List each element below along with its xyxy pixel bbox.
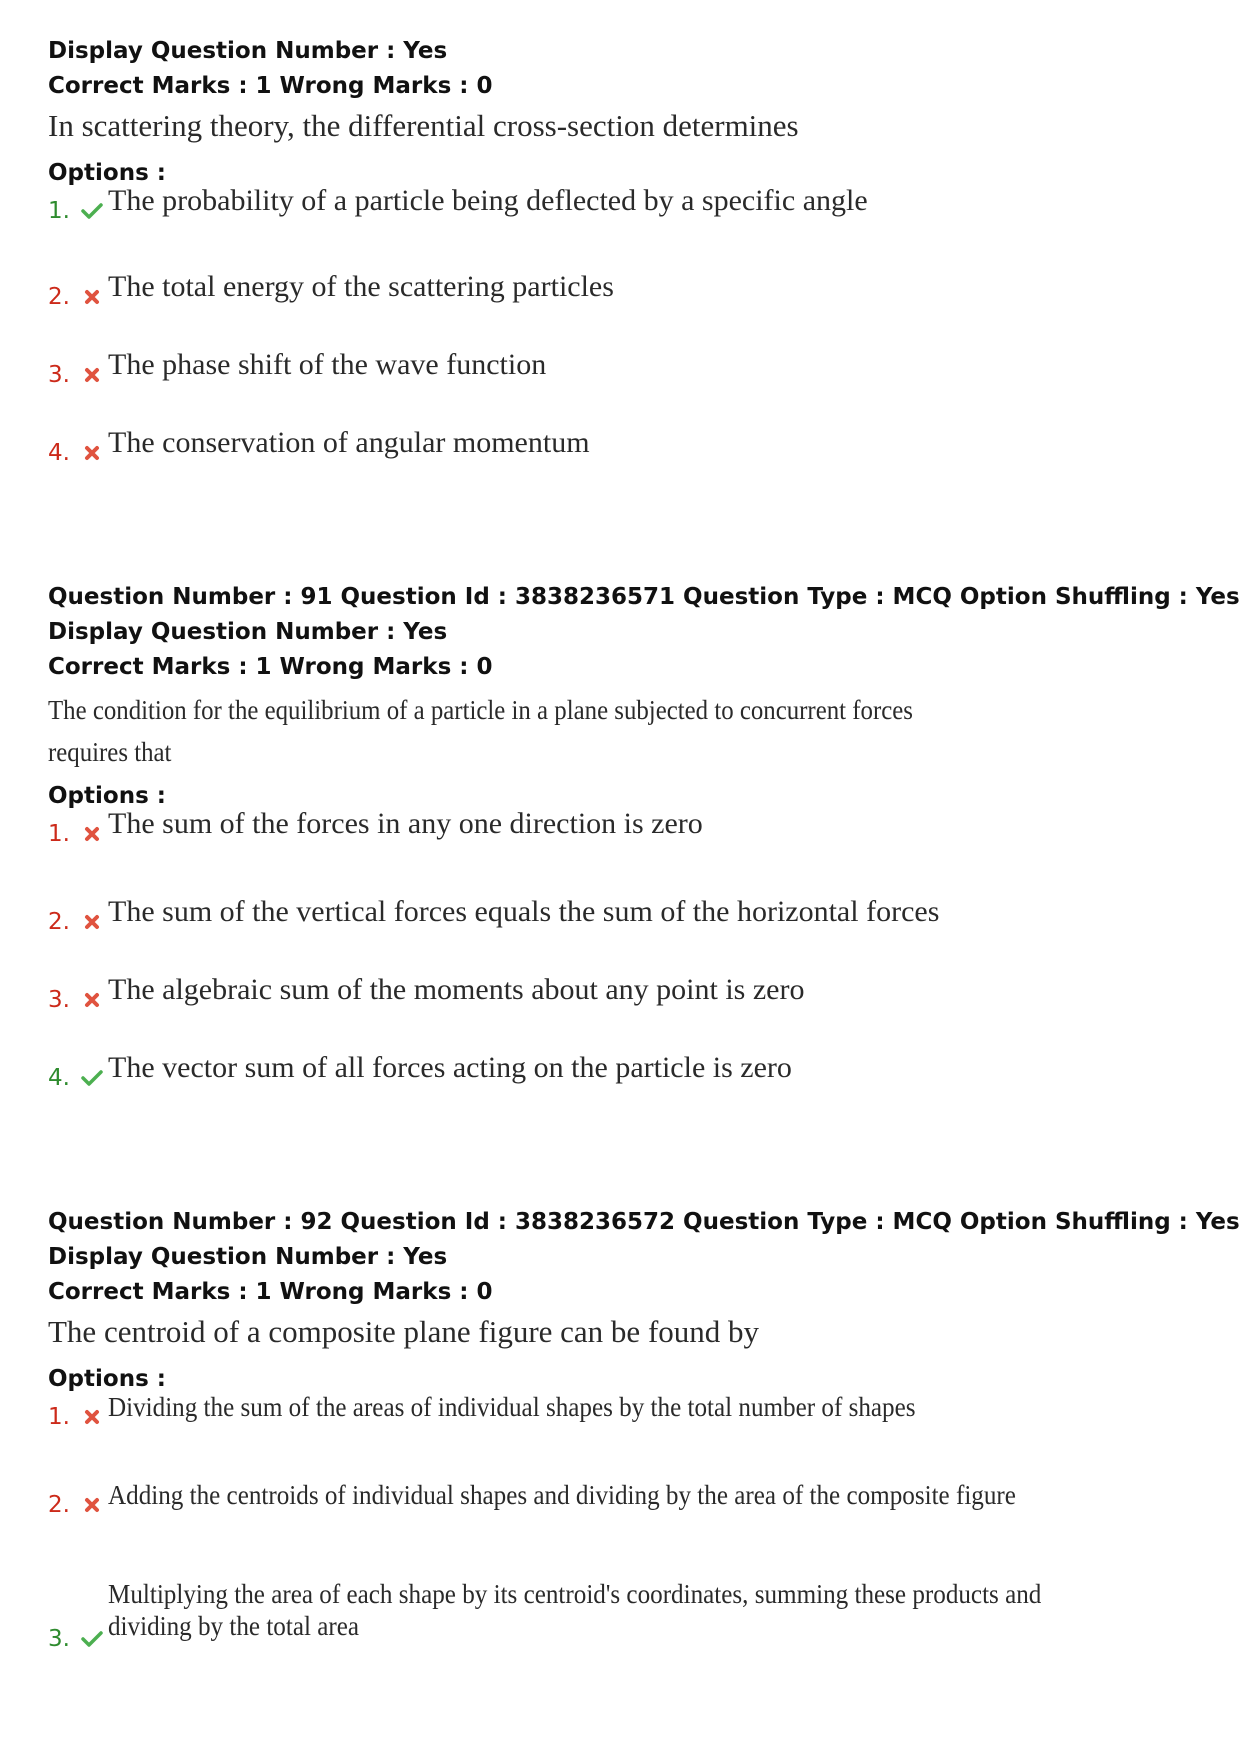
option-1 bbox=[48, 1392, 1198, 1486]
question-header: Question Number : 92 Question Id : 3838236572 Question Type : MCQ Option Shuffling : Yes bbox=[48, 1209, 1240, 1235]
check-icon bbox=[76, 1063, 108, 1093]
option-number: 2. bbox=[48, 1492, 70, 1518]
option-number: 4. bbox=[48, 1065, 70, 1091]
question-block-92 bbox=[48, 1205, 1240, 1654]
question-block-91 bbox=[48, 580, 1240, 1137]
check-icon bbox=[76, 196, 108, 226]
option-4 bbox=[48, 426, 1198, 512]
cross-icon bbox=[76, 282, 108, 312]
question-text: In scattering theory, the differential cross-section determines bbox=[48, 108, 799, 143]
option-text: The sum of the vertical forces equals the sum of the horizontal forces bbox=[108, 895, 940, 928]
option-number: 2. bbox=[48, 909, 70, 935]
cross-icon bbox=[76, 907, 108, 937]
option-number: 3. bbox=[48, 362, 70, 388]
cross-icon bbox=[76, 360, 108, 390]
option-2 bbox=[48, 895, 1198, 981]
option-number: 2. bbox=[48, 284, 70, 310]
option-text: The sum of the forces in any one direction is zero bbox=[108, 807, 703, 840]
question-header: Question Number : 91 Question Id : 3838236571 Question Type : MCQ Option Shuffling : Yes bbox=[48, 584, 1240, 610]
option-number: 3. bbox=[48, 1626, 70, 1652]
options-label: Options : bbox=[48, 1366, 166, 1392]
option-number: 1. bbox=[48, 198, 70, 224]
option-text: Adding the centroids of individual shapes and dividing by the area of the composite figure bbox=[108, 1480, 1016, 1510]
option-1 bbox=[48, 184, 1198, 278]
option-number: 4. bbox=[48, 440, 70, 466]
option-text: The total energy of the scattering particles bbox=[108, 270, 614, 303]
option-text: The phase shift of the wave function bbox=[108, 348, 547, 381]
question-text bbox=[48, 689, 968, 773]
option-number: 1. bbox=[48, 821, 70, 847]
option-number: 3. bbox=[48, 987, 70, 1013]
question-text-line-2: requires that bbox=[48, 737, 172, 767]
cross-icon bbox=[76, 438, 108, 468]
option-text-line-2: dividing by the total area bbox=[108, 1611, 360, 1641]
option-3 bbox=[48, 1574, 1198, 1654]
option-text: The probability of a particle being deflected by a specific angle bbox=[108, 184, 868, 217]
marks-info: Correct Marks : 1 Wrong Marks : 0 bbox=[48, 654, 493, 680]
question-text-line-1: The condition for the equilibrium of a particle in a plane subjected to concurrent forces bbox=[48, 695, 913, 725]
option-text: The vector sum of all forces acting on the particle is zero bbox=[108, 1051, 792, 1084]
display-question-number: Display Question Number : Yes bbox=[48, 38, 448, 64]
option-4 bbox=[48, 1051, 1198, 1137]
cross-icon bbox=[76, 819, 108, 849]
check-icon bbox=[76, 1624, 108, 1654]
option-3 bbox=[48, 973, 1198, 1059]
option-2 bbox=[48, 1480, 1198, 1560]
question-text: The centroid of a composite plane figure can be found by bbox=[48, 1314, 760, 1349]
option-text: The algebraic sum of the moments about any point is zero bbox=[108, 973, 805, 1006]
cross-icon bbox=[76, 1402, 108, 1432]
option-1 bbox=[48, 807, 1198, 903]
options-label: Options : bbox=[48, 160, 166, 186]
option-number: 1. bbox=[48, 1404, 70, 1430]
option-text-line-1: Multiplying the area of each shape by its centroid's coordinates, summing these products and bbox=[108, 1579, 1042, 1609]
display-question-number: Display Question Number : Yes bbox=[48, 619, 448, 645]
options-label: Options : bbox=[48, 783, 166, 809]
marks-info: Correct Marks : 1 Wrong Marks : 0 bbox=[48, 73, 493, 99]
option-2 bbox=[48, 270, 1198, 356]
option-text: Dividing the sum of the areas of individual shapes by the total number of shapes bbox=[108, 1392, 916, 1422]
option-text: The conservation of angular momentum bbox=[108, 426, 590, 459]
cross-icon bbox=[76, 985, 108, 1015]
cross-icon bbox=[76, 1490, 108, 1520]
option-3 bbox=[48, 348, 1198, 434]
question-paper-page bbox=[48, 34, 1240, 1654]
question-block-continued bbox=[48, 34, 1198, 512]
display-question-number: Display Question Number : Yes bbox=[48, 1244, 448, 1270]
marks-info: Correct Marks : 1 Wrong Marks : 0 bbox=[48, 1279, 493, 1305]
